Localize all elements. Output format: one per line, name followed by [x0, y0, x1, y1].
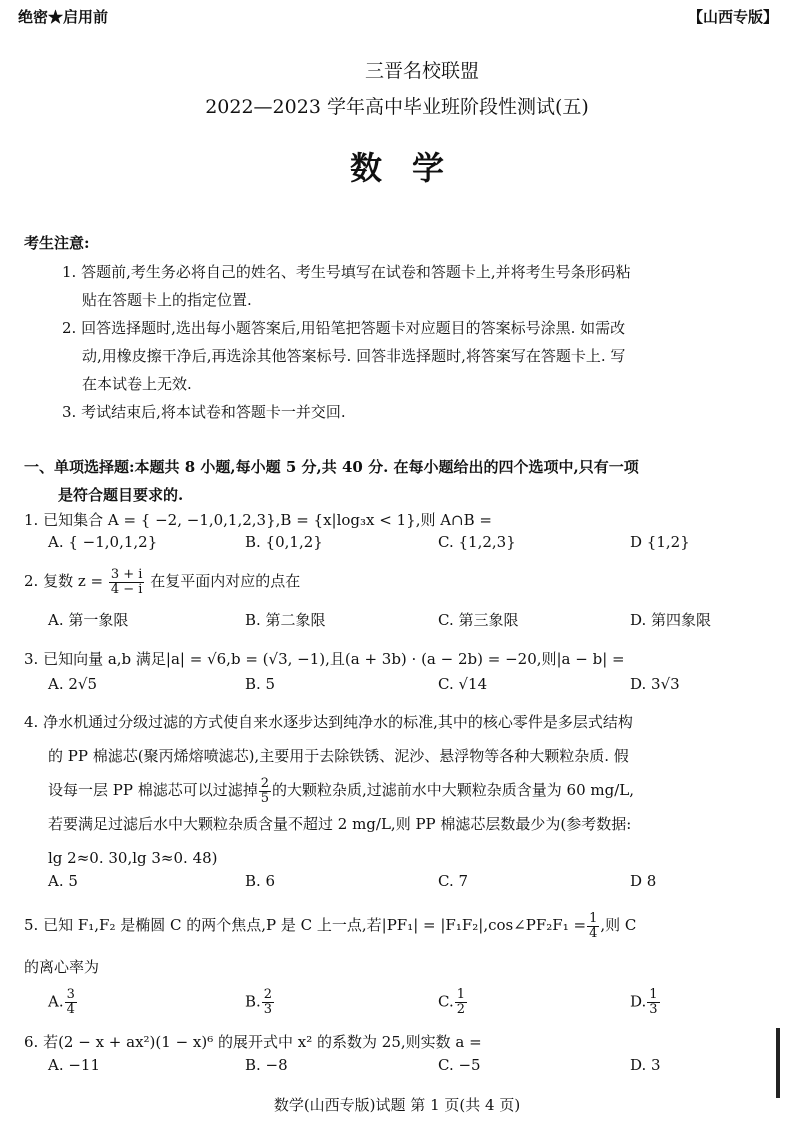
edition-label: 【山西专版】	[687, 8, 778, 26]
question-4-line: 的 PP 棉滤芯(聚丙烯熔喷滤芯),主要用于去除铁锈、泥沙、悬浮物等各种大颗粒杂质. 假	[48, 747, 629, 765]
scan-edge-mark	[776, 1028, 780, 1098]
question-5-stem	[24, 904, 774, 988]
option-a: A. 第一象限	[48, 611, 129, 629]
option-label: C.	[438, 992, 454, 1011]
option-a: A. 2√5	[48, 675, 98, 693]
option-d: D. 3	[630, 1056, 661, 1074]
fraction-numerator: 3 + i	[110, 566, 143, 582]
question-4-options	[48, 872, 748, 900]
subject-title: 数学	[349, 149, 474, 187]
option-fraction	[455, 988, 467, 1017]
option-d: D. 3√3	[630, 675, 680, 693]
fraction-numerator: 1	[589, 910, 598, 926]
notice-item-text: 2. 回答选择题时,选出每小题答案后,用铅笔把答题卡对应题目的答案标号涂黑. 如需改	[62, 319, 626, 337]
question-4-line	[24, 773, 774, 807]
fraction-numerator: 1	[456, 987, 465, 1002]
question-5-text: 5. 已知 F₁,F₂ 是椭圆 C 的两个焦点,P 是 C 上一点,若|PF₁| = |F₁F₂|,cos∠PF₂F₁ =	[24, 916, 587, 934]
notice-item-text: 1. 答题前,考生务必将自己的姓名、考生号填写在试卷和答题卡上,并将考生号条形码粘	[62, 263, 631, 281]
question-1-stem: 1. 已知集合 A = { −2, −1,0,1,2,3},B = {x|log₃x < 1},则 A∩B =	[24, 511, 492, 529]
notice-title: 考生注意:	[24, 234, 90, 252]
fraction-denominator: 4 − i	[110, 581, 143, 597]
question-2-options	[48, 611, 748, 639]
option-b: B. {0,1,2}	[245, 533, 323, 551]
fraction-numerator: 2	[260, 775, 270, 791]
fraction-denominator: 5	[260, 790, 270, 806]
option-a: A. −11	[48, 1056, 101, 1074]
question-4-line: 若要满足过滤后水中大颗粒杂质含量不超过 2 mg/L,则 PP 棉滤芯层数最少为(参考数据:	[48, 815, 632, 833]
alliance-title: 三晋名校联盟	[364, 60, 479, 82]
option-c: C. √14	[438, 675, 488, 693]
question-3-options	[48, 675, 748, 703]
notice-item-text: 3. 考试结束后,将本试卷和答题卡一并交回.	[62, 403, 346, 421]
question-4-fraction	[259, 777, 271, 806]
question-5-line	[24, 910, 637, 941]
question-4-text: 的大颗粒杂质,过滤前水中大颗粒杂质含量为 60 mg/L,	[272, 781, 635, 799]
option-a	[48, 988, 78, 1017]
option-label: D.	[630, 992, 647, 1011]
notice-item-2	[62, 314, 772, 398]
notice-item-1	[62, 258, 772, 314]
option-a: A. { −1,0,1,2}	[48, 533, 158, 551]
option-c: C. {1,2,3}	[438, 533, 516, 551]
question-5-options	[48, 988, 748, 1022]
option-b: B. −8	[245, 1056, 288, 1074]
question-2-suffix: 在复平面内对应的点在	[150, 572, 301, 590]
question-4-line: 4. 净水机通过分级过滤的方式使自来水逐步达到纯净水的标准,其中的核心零件是多层式结构	[24, 713, 633, 731]
fraction-denominator: 4	[589, 925, 598, 941]
question-6-stem: 6. 若(2 − x + ax²)(1 − x)⁶ 的展开式中 x² 的系数为 25,则实数 a =	[24, 1033, 482, 1051]
option-c	[438, 988, 468, 1017]
option-c: C. −5	[438, 1056, 481, 1074]
notice-item-text: 在本试卷上无效.	[82, 375, 192, 393]
option-label: B.	[245, 992, 261, 1011]
option-fraction	[262, 988, 274, 1017]
option-c: C. 第三象限	[438, 611, 519, 629]
option-d: D 8	[630, 872, 657, 890]
question-2-fraction	[109, 568, 145, 597]
fraction-denominator: 4	[66, 1002, 75, 1017]
option-b: B. 第二象限	[245, 611, 326, 629]
notice-item-3	[62, 398, 772, 426]
question-5-line: 的离心率为	[24, 958, 100, 976]
question-1-options	[48, 533, 748, 561]
option-b	[245, 988, 275, 1017]
question-6-options	[48, 1056, 748, 1084]
section-heading	[24, 453, 774, 509]
option-fraction	[647, 988, 659, 1017]
option-d	[630, 988, 661, 1017]
question-2-stem	[24, 567, 774, 597]
page-footer: 数学(山西专版)试题 第 1 页(共 4 页)	[273, 1096, 521, 1114]
option-fraction	[65, 988, 77, 1017]
option-d: D {1,2}	[630, 533, 690, 551]
option-a: A. 5	[48, 872, 78, 890]
option-c: C. 7	[438, 872, 469, 890]
question-3-stem: 3. 已知向量 a,b 满足|a| = √6,b = (√3, −1),且(a + 3b) · (a − 2b) = −20,则|a − b| =	[24, 650, 625, 668]
fraction-denominator: 2	[456, 1002, 465, 1017]
option-b: B. 5	[245, 675, 276, 693]
question-4-line: lg 2≈0. 30,lg 3≈0. 48)	[48, 849, 218, 867]
option-d: D. 第四象限	[630, 611, 712, 629]
confidential-label: 绝密★启用前	[18, 8, 109, 26]
notice-item-text: 贴在答题卡上的指定位置.	[82, 291, 252, 309]
option-b: B. 6	[245, 872, 276, 890]
option-label: A.	[48, 992, 64, 1011]
notice-item-text: 动,用橡皮擦干净后,再选涂其他答案标号. 回答非选择题时,将答案写在答题卡上. 写	[82, 347, 626, 365]
question-4-text: 设每一层 PP 棉滤芯可以过滤掉	[48, 781, 258, 799]
question-5-text: ,则 C	[600, 916, 637, 934]
question-5-fraction	[587, 912, 599, 941]
question-4-stem	[24, 705, 774, 875]
fraction-denominator: 3	[649, 1002, 658, 1017]
fraction-numerator: 2	[263, 987, 273, 1002]
section-heading-text: 一、单项选择题:本题共 8 小题,每小题 5 分,共 40 分. 在每小题给出的四个选项中,只有一项	[24, 458, 639, 476]
section-heading-text: 是符合题目要求的.	[58, 486, 184, 504]
fraction-numerator: 1	[649, 987, 658, 1002]
fraction-denominator: 3	[263, 1002, 273, 1017]
fraction-numerator: 3	[66, 987, 75, 1002]
exam-title: 2022—2023 学年高中毕业班阶段性测试(五)	[205, 96, 589, 118]
question-2-prefix: 2. 复数 z =	[24, 572, 104, 590]
